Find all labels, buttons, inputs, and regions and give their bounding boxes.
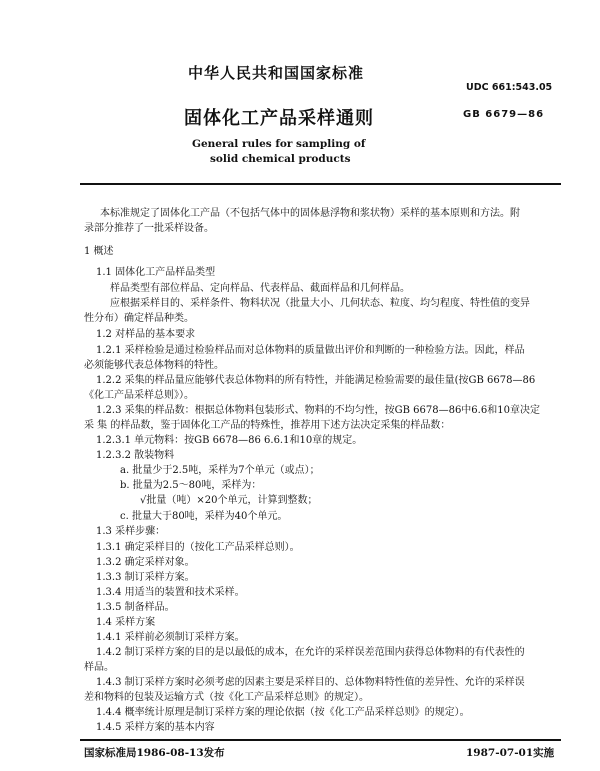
section-1-2-1-line-1: 1.2.1 采样检验是通过检验样品而对总体物料的质量做出评价和判断的一种检验方法。因此，样品 — [96, 345, 525, 356]
section-1-1-text-2: 应根据采样目的、采样条件、物料状况（批量大小、几何状态、粒度、均匀程度、特性值的变异 — [110, 298, 530, 309]
section-1-3-heading: 1.3 采样步骤： — [96, 526, 166, 537]
udc-code: UDC 661:543.05 — [466, 82, 553, 93]
section-1-4-2-line-2: 样品。 — [84, 662, 114, 673]
section-1-1-heading: 1.1 固体化工产品样品类型 — [96, 267, 216, 278]
section-1-3-5: 1.3.5 制备样品。 — [96, 602, 175, 613]
section-1-2-1-line-2: 必须能够代表总体物料的特性。 — [84, 360, 224, 371]
section-1-3-1: 1.3.1 确定采样目的（按化工产品采样总则）。 — [96, 542, 300, 553]
section-1-2-3-line-1: 1.2.3 采集的样品数：根据总体物料包装形式、物料的不均匀性，按GB 6678—86中6.6和10章决定 — [96, 405, 540, 416]
gb-code: GB 6679—86 — [463, 109, 545, 120]
effective-date: 1987-07-01实施 — [466, 747, 555, 759]
header-divider — [80, 183, 561, 185]
section-1-4-4: 1.4.4 概率统计原理是制订采样方案的理论依据（按《化工产品采样总则》的规定）。 — [96, 707, 470, 718]
section-1-3-4: 1.3.4 用适当的装置和技术采样。 — [96, 587, 245, 598]
section-1-1-text-1: 样品类型有部位样品、定向样品、代表样品、截面样品和几何样品。 — [110, 283, 410, 294]
intro-line-1: 本标准规定了固体化工产品（不包括气体中的固体悬浮物和浆状物）采样的基本原则和方法。附 — [100, 208, 520, 219]
issue-date: 国家标准局1986-08-13发布 — [84, 747, 225, 759]
section-1-2-heading: 1.2 对样品的基本要求 — [96, 329, 196, 340]
section-1-2-3-line-2: 采 集 的样品数，鉴于固体化工产品的特殊性，推荐用下述方法决定采集的样品数： — [84, 420, 451, 431]
section-1-2-2-line-1: 1.2.2 采集的样品量应能够代表总体物料的所有特性，并能满足检验需要的最佳量(按GB 6678—86 — [96, 375, 536, 386]
section-1-4-3-line-1: 1.4.3 制订采样方案时必须考虑的因素主要是采样目的、总体物料特性值的差异性、允许的采样误 — [96, 677, 525, 688]
section-1-2-3-2: 1.2.3.2 散装物料 — [96, 450, 175, 461]
section-1-3-2: 1.3.2 确定采样对象。 — [96, 557, 195, 568]
footer-divider — [80, 739, 561, 741]
section-1-4-3-line-2: 差和物料的包装及运输方式（按《化工产品采样总则》的规定）。 — [84, 692, 369, 703]
section-1-2-2-line-2: 《化工产品采样总则》）。 — [84, 390, 194, 401]
section-1-2-3-1: 1.2.3.1 单元物料：按GB 6678—86 6.6.1和10章的规定。 — [96, 435, 363, 446]
section-1-1-text-3: 性分布）确定样品种类。 — [84, 313, 194, 324]
section-1-4-2-line-1: 1.4.2 制订采样方案的目的是以最低的成本，在允许的采样误差范围内获得总体物料的有代表性的 — [96, 647, 525, 658]
section-1-3-3: 1.3.3 制订采样方案。 — [96, 572, 195, 583]
section-1-4-heading: 1.4 采样方案 — [96, 617, 156, 628]
national-standard-heading: 中华人民共和国国家标准 — [188, 64, 365, 82]
section-1-heading: 1 概述 — [84, 246, 114, 257]
section-1-4-5: 1.4.5 采样方案的基本内容 — [96, 722, 215, 733]
document-title: 固体化工产品采样通则 — [184, 108, 374, 129]
list-item-b-formula: √批量（吨）×20个单元，计算到整数； — [140, 495, 318, 506]
intro-line-2: 录部分推荐了一批采样设备。 — [84, 223, 214, 234]
list-item-a: a. 批量少于2.5吨，采样为7个单元（或点）； — [120, 465, 320, 476]
english-title-line-1: General rules for sampling of — [192, 138, 366, 150]
list-item-c: c. 批量大于80吨，采样为40个单元。 — [120, 511, 288, 522]
section-1-4-1: 1.4.1 采样前必须制订采样方案。 — [96, 632, 245, 643]
list-item-b: b. 批量为2.5～80吨，采样为： — [120, 480, 262, 491]
english-title-line-2: solid chemical products — [210, 153, 351, 165]
